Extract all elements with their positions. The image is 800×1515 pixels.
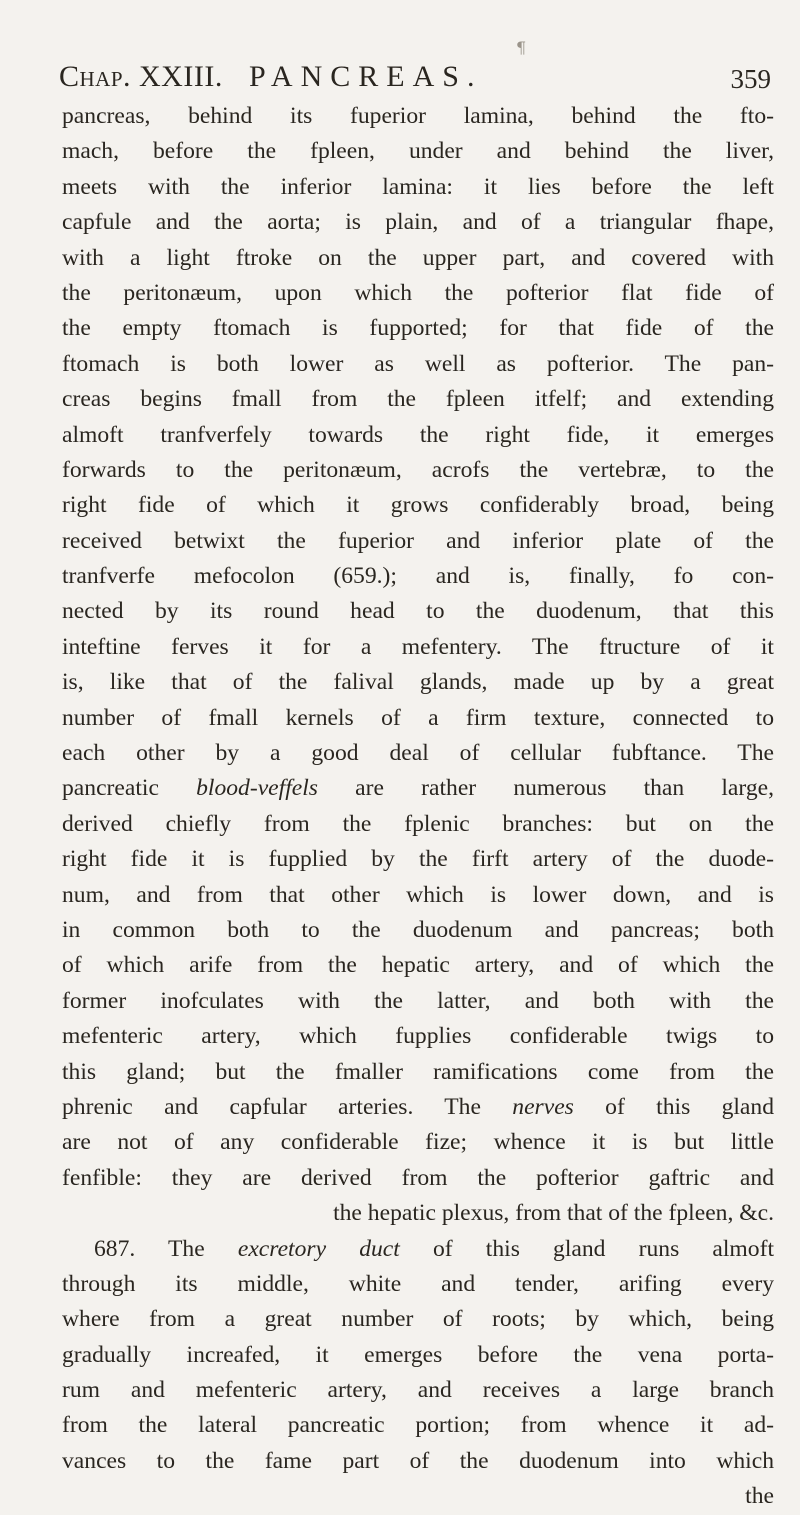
text-line: mefenteric artery, which fupplies confiderable twigs to: [62, 1023, 774, 1050]
text-line: derived chiefly from the fplenic branches: but on the: [62, 810, 774, 837]
text-line: inteftine ferves it for a mefentery. The ftructure of it: [62, 633, 774, 660]
text-line: are not of any confiderable fize; whence it is but little: [62, 1129, 774, 1156]
text-line: the: [745, 1483, 774, 1510]
text-segment: pancreatic: [62, 775, 197, 802]
text-line: the peritonæum, upon which the pofterior flat fide of: [62, 279, 774, 306]
text-line: meets with the inferior lamina: it lies before the left: [62, 173, 774, 200]
text-line: creas begins fmall from the fpleen itfelf; and extending: [62, 386, 774, 413]
text-line: right fide of which it grows confiderably broad, being: [62, 492, 774, 519]
text-line: capfule and the aorta; is plain, and of a triangular fhape,: [62, 209, 774, 236]
text-line: gradually increafed, it emerges before the vena porta-: [62, 1341, 774, 1368]
text-segment: are rather numerous than large,: [317, 775, 774, 802]
italic-term: excretory duct: [237, 1235, 400, 1262]
text-line: the hepatic plexus, from that of the fpleen, &c.: [333, 1200, 774, 1227]
text-line: former inofculates with the latter, and both with the: [62, 987, 774, 1014]
italic-term: blood-veffels: [196, 775, 318, 802]
text-line: received betwixt the fuperior and inferior plate of the: [62, 527, 774, 554]
text-line: pancreas, behind its fuperior lamina, behind the fto-: [62, 103, 774, 129]
text-segment: phrenic and capfular arteries. The: [62, 1093, 513, 1120]
margin-mark: ¶: [516, 38, 527, 57]
text-line: where from a great number of roots; by which, being: [62, 1306, 774, 1333]
text-line: [62, 1090, 774, 1125]
text-line: num, and from that other which is lower down, and is: [62, 881, 774, 908]
text-line: ftomach is both lower as well as pofterior. The pan-: [62, 350, 774, 377]
chapter-heading: Chap. XXIII.: [59, 60, 223, 93]
text-line: from the lateral pancreatic portion; from whence it ad-: [62, 1412, 774, 1439]
text-line: mach, before the fpleen, under and behind the liver,: [62, 138, 774, 165]
text-line: this gland; but the fmaller ramifications come from the: [62, 1058, 774, 1085]
text-line: vances to the fame part of the duodenum into which: [62, 1447, 774, 1474]
italic-term: nerves: [512, 1093, 574, 1120]
text-line: in common both to the duodenum and pancreas; both: [62, 916, 774, 943]
text-segment: 687. The: [94, 1235, 238, 1262]
text-line: number of fmall kernels of a firm texture, connected to: [62, 704, 774, 731]
text-line: rum and mefenteric artery, and receives a large branch: [62, 1377, 774, 1404]
running-header: [59, 60, 771, 104]
text-line: forwards to the peritonæum, acrofs the vertebræ, to the: [62, 456, 774, 483]
text-line: with a light ftroke on the upper part, and covered with: [62, 244, 774, 271]
text-line: through its middle, white and tender, arifing every: [62, 1270, 774, 1297]
text-line: the empty ftomach is fupported; for that fide of the: [62, 315, 774, 342]
text-line: almoft tranfverfely towards the right fide, it emerges: [62, 421, 774, 448]
page-number: 359: [730, 64, 771, 94]
body-text: [62, 99, 774, 1515]
text-line: is, like that of the falival glands, made up by a great: [62, 669, 774, 696]
text-segment: of this gland runs almoft: [399, 1235, 774, 1262]
text-line: right fide it is fupplied by the firft artery of the duode-: [62, 846, 774, 873]
text-line: each other by a good deal of cellular fubftance. The: [62, 740, 774, 767]
text-line: [62, 771, 774, 806]
text-line: tranfverfe mefocolon (659.); and is, finally, fo con-: [62, 563, 774, 590]
section-title: PANCREAS.: [249, 60, 483, 93]
text-line: nected by its round head to the duodenum, that this: [62, 598, 774, 625]
text-segment: of this gland: [573, 1093, 774, 1120]
text-line: of which arife from the hepatic artery, and of which the: [62, 952, 774, 979]
text-line: [62, 1232, 774, 1267]
text-line: fenfible: they are derived from the pofterior gaftric and: [62, 1164, 774, 1191]
